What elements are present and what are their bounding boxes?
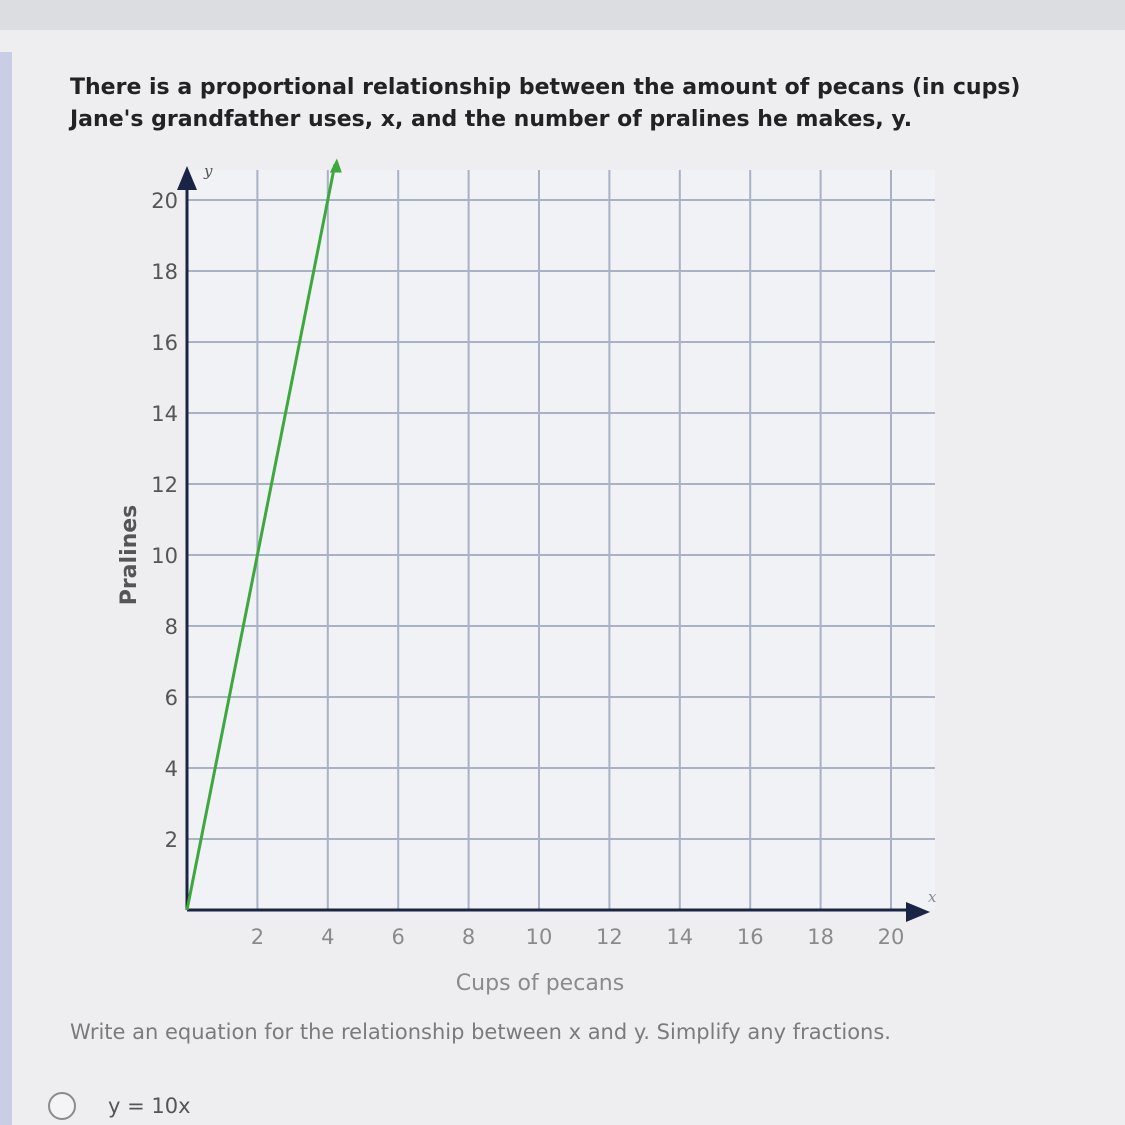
question-text: There is a proportional relationship between the amount of pecans (in cups) Jane's grandfather uses, x, and the number of pralines he makes, y. <box>70 75 1021 132</box>
x-tick-label: 8 <box>461 925 476 949</box>
y-tick-label: 16 <box>151 331 178 355</box>
radio-button[interactable] <box>48 1092 76 1120</box>
y-tick-label: 18 <box>151 260 178 284</box>
y-tick-label: 6 <box>164 686 178 710</box>
y-tick-label: 4 <box>164 757 178 781</box>
x-tick-label: 4 <box>321 925 335 949</box>
x-tick-label: 2 <box>250 925 265 949</box>
x-tick-label: 10 <box>525 925 553 949</box>
plot-area <box>187 170 935 910</box>
y-axis-letter: y <box>204 162 213 180</box>
x-tick-label: 18 <box>807 925 834 949</box>
prompt-text: Write an equation for the relationship between x and y. Simplify any fractions. <box>70 1020 891 1044</box>
y-tick-label: 2 <box>164 828 178 852</box>
x-tick-label: 20 <box>877 925 905 949</box>
answer-choice-1[interactable] <box>48 1088 191 1124</box>
y-tick-label: 8 <box>164 615 178 639</box>
y-axis-title: Pralines <box>117 504 142 606</box>
y-tick-label: 20 <box>151 189 178 213</box>
y-tick-label: 10 <box>151 544 178 568</box>
y-tick-label: 14 <box>151 402 178 426</box>
y-tick-label: 12 <box>151 473 178 497</box>
x-tick-label: 16 <box>736 925 764 949</box>
x-tick-label: 14 <box>666 925 694 949</box>
data-line-arrow <box>330 159 342 173</box>
answer-choice-label: y = 10x <box>108 1094 191 1118</box>
x-axis-letter: x <box>928 888 937 906</box>
x-axis-title: Cups of pecans <box>455 971 625 996</box>
x-tick-label: 12 <box>596 925 623 949</box>
x-tick-label: 6 <box>391 925 405 949</box>
